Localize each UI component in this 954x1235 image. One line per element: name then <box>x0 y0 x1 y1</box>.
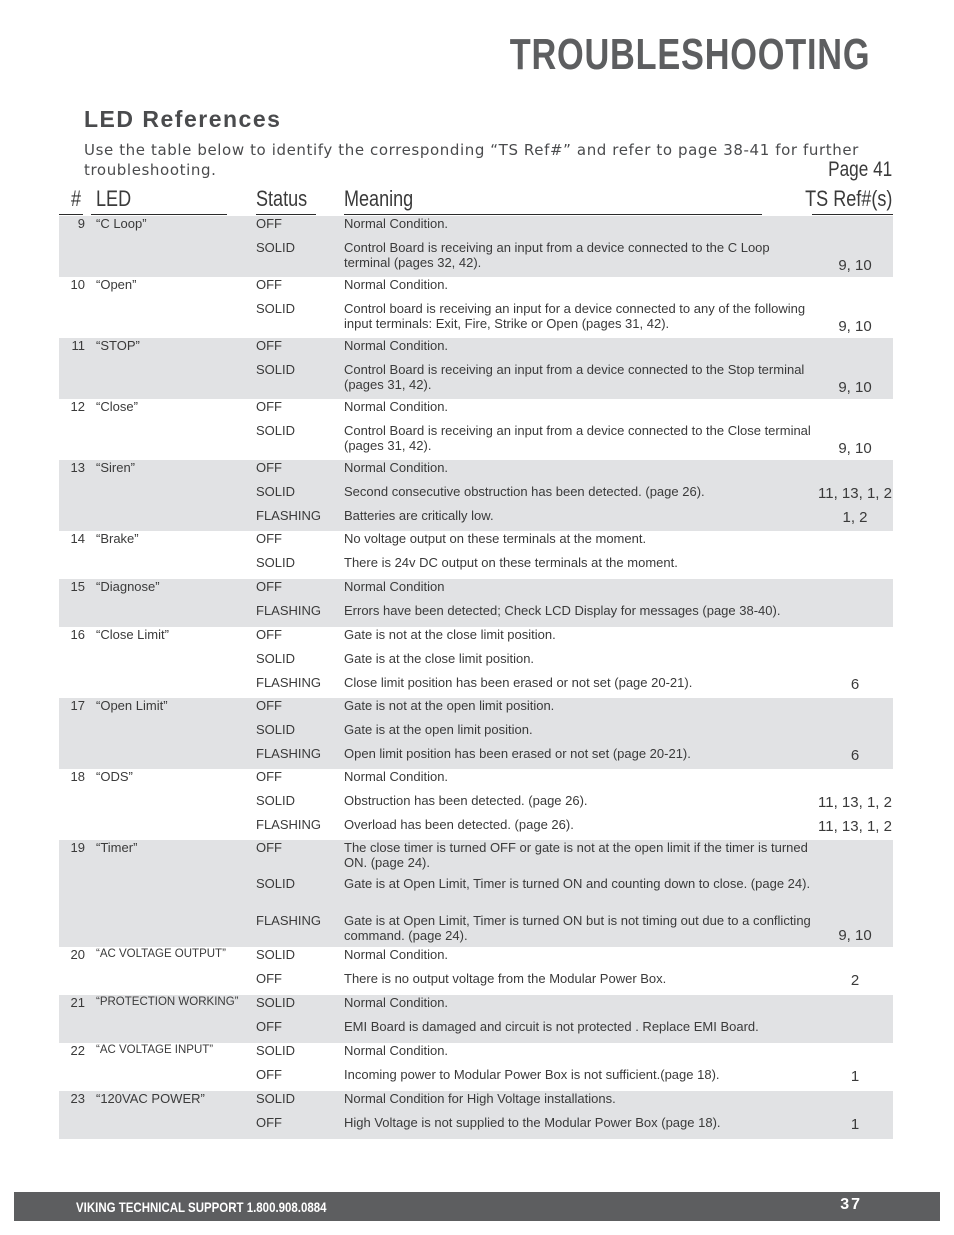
status-entry <box>59 651 893 675</box>
status-entry <box>59 840 893 876</box>
led-number: 20 <box>70 947 85 962</box>
status-entry <box>59 240 893 277</box>
status-entry <box>59 1091 893 1115</box>
status-entry <box>59 338 893 362</box>
status-cell: SOLID <box>256 301 296 316</box>
led-name: “Close” <box>96 399 138 414</box>
status-cell: OFF <box>256 399 282 414</box>
led-row <box>59 277 893 338</box>
status-cell: OFF <box>256 460 282 475</box>
status-cell: OFF <box>256 216 282 231</box>
meaning-cell: Gate is not at the open limit position. <box>344 698 555 713</box>
led-number: 17 <box>70 698 85 713</box>
page-title: TROUBLESHOOTING <box>509 30 870 79</box>
ts-ref-cell: 11, 13, 1, 2 <box>818 818 892 835</box>
meaning-cell: Normal Condition. <box>344 338 449 353</box>
status-entry <box>59 746 893 769</box>
meaning-cell: Close limit position has been erased or not set (page 20-21). <box>344 675 693 690</box>
led-number: 9 <box>77 216 85 231</box>
led-row <box>59 769 893 840</box>
status-entry <box>59 995 893 1019</box>
status-entry <box>59 1067 893 1091</box>
header-rule <box>59 214 83 215</box>
status-cell: SOLID <box>256 995 296 1010</box>
ts-ref-cell: 1 <box>850 1068 860 1085</box>
status-cell: FLASHING <box>256 508 322 523</box>
status-entry <box>59 423 893 460</box>
ts-ref-cell: 1, 2 <box>842 509 868 526</box>
meaning-cell: No voltage output on these terminals at the moment. <box>344 531 647 546</box>
led-name: “PROTECTION WORKING” <box>96 996 239 1008</box>
status-entry <box>59 1019 893 1043</box>
led-number: 19 <box>70 840 85 855</box>
status-entry <box>59 301 893 338</box>
status-cell: OFF <box>256 531 282 546</box>
section-title: LED References <box>84 106 282 132</box>
meaning-cell: High Voltage is not supplied to the Modular Power Box (page 18). <box>344 1115 721 1130</box>
page-number: 37 <box>840 1196 862 1213</box>
led-number: 13 <box>70 460 85 475</box>
meaning-cell: Gate is at the open limit position. <box>344 722 533 737</box>
meaning-cell: Gate is not at the close limit position. <box>344 627 556 642</box>
status-entry <box>59 399 893 423</box>
meaning-cell: Normal Condition. <box>344 277 449 292</box>
status-entry <box>59 793 893 817</box>
status-cell: FLASHING <box>256 675 322 690</box>
led-name: “Timer” <box>96 840 138 855</box>
led-row <box>59 698 893 769</box>
status-cell: FLASHING <box>256 746 322 761</box>
meaning-cell: Control Board is receiving an input from a device connected to the Stop terminal (pages 31, 42). <box>344 362 805 392</box>
status-cell: SOLID <box>256 793 296 808</box>
status-cell: SOLID <box>256 484 296 499</box>
meaning-cell: Second consecutive obstruction has been detected. (page 26). <box>344 484 705 499</box>
header-rule <box>812 214 893 215</box>
meaning-cell: Overload has been detected. (page 26). <box>344 817 574 832</box>
status-entry <box>59 555 893 579</box>
led-row <box>59 1043 893 1091</box>
header-ts-ref: TS Ref#(s) <box>804 186 892 211</box>
ts-ref-cell: 6 <box>850 747 860 764</box>
meaning-cell: EMI Board is damaged and circuit is not protected . Replace EMI Board. <box>344 1019 759 1034</box>
status-entry <box>59 817 893 840</box>
page-reference: Page 41 <box>827 158 892 181</box>
status-entry <box>59 1043 893 1067</box>
led-row <box>59 579 893 627</box>
status-cell: OFF <box>256 1019 282 1034</box>
status-entry <box>59 362 893 399</box>
meaning-cell: Normal Condition. <box>344 460 449 475</box>
meaning-cell: There is 24v DC output on these terminals at the moment. <box>344 555 678 570</box>
status-cell: SOLID <box>256 362 296 377</box>
led-name: “120VAC POWER” <box>96 1091 205 1106</box>
meaning-cell: Normal Condition <box>344 579 445 594</box>
led-number: 12 <box>70 399 85 414</box>
status-cell: SOLID <box>256 423 296 438</box>
status-entry <box>59 277 893 301</box>
meaning-cell: Incoming power to Modular Power Box is not sufficient.(page 18). <box>344 1067 720 1082</box>
status-entry <box>59 947 893 971</box>
status-cell: SOLID <box>256 651 296 666</box>
ts-ref-cell: 9, 10 <box>838 440 872 457</box>
ts-ref-cell: 9, 10 <box>838 318 872 335</box>
meaning-cell: Open limit position has been erased or not set (page 20-21). <box>344 746 691 761</box>
led-name: “Siren” <box>96 460 136 475</box>
status-cell: SOLID <box>256 240 296 255</box>
led-number: 15 <box>70 579 85 594</box>
status-entry <box>59 531 893 555</box>
meaning-cell: Obstruction has been detected. (page 26). <box>344 793 588 808</box>
status-entry <box>59 484 893 508</box>
status-entry <box>59 627 893 651</box>
status-cell: OFF <box>256 769 282 784</box>
footer-bar <box>14 1192 940 1221</box>
status-cell: FLASHING <box>256 913 322 928</box>
led-name: “ODS” <box>96 769 133 784</box>
meaning-cell: Gate is at the close limit position. <box>344 651 535 666</box>
led-reference-table <box>59 216 893 1139</box>
ts-ref-cell: 9, 10 <box>838 927 872 944</box>
header-rule <box>91 214 227 215</box>
status-cell: SOLID <box>256 1043 296 1058</box>
ts-ref-cell: 6 <box>850 676 860 693</box>
status-cell: SOLID <box>256 1091 296 1106</box>
led-number: 23 <box>70 1091 85 1106</box>
led-number: 22 <box>70 1043 85 1058</box>
ts-ref-cell: 11, 13, 1, 2 <box>818 794 892 811</box>
header-status: Status <box>256 186 308 211</box>
status-entry <box>59 675 893 698</box>
status-cell: SOLID <box>256 722 296 737</box>
led-number: 21 <box>70 995 85 1010</box>
status-cell: SOLID <box>256 555 296 570</box>
meaning-cell: Normal Condition. <box>344 216 449 231</box>
header-num: # <box>71 186 82 211</box>
status-entry <box>59 460 893 484</box>
led-name: “AC VOLTAGE OUTPUT” <box>96 948 226 960</box>
status-entry <box>59 722 893 746</box>
meaning-cell: Errors have been detected; Check LCD Display for messages (page 38-40). <box>344 603 781 618</box>
status-entry <box>59 508 893 531</box>
meaning-cell: The close timer is turned OFF or gate is not at the open limit if the timer is turned ON. (page 24). <box>344 840 808 870</box>
led-name: “Diagnose” <box>96 579 160 594</box>
status-cell: OFF <box>256 1067 282 1082</box>
status-entry <box>59 971 893 995</box>
status-entry <box>59 216 893 240</box>
led-name: “C Loop” <box>96 216 147 231</box>
header-rule <box>344 214 762 215</box>
meaning-cell: Control Board is receiving an input from a device connected to the C Loop terminal (pages 32, 42). <box>344 240 770 270</box>
meaning-cell: Normal Condition. <box>344 947 449 962</box>
meaning-cell: Control board is receiving an input for a device connected to any of the following input terminals: Exit, Fire, Strike or Open (pages 31, 42). <box>344 301 806 331</box>
header-meaning: Meaning <box>344 186 414 211</box>
status-entry <box>59 698 893 722</box>
status-cell: SOLID <box>256 947 296 962</box>
status-cell: OFF <box>256 627 282 642</box>
ts-ref-cell: 11, 13, 1, 2 <box>818 485 892 502</box>
led-number: 14 <box>70 531 85 546</box>
led-name: “AC VOLTAGE INPUT” <box>96 1044 214 1056</box>
led-row <box>59 460 893 531</box>
ts-ref-cell: 9, 10 <box>838 379 872 396</box>
status-cell: OFF <box>256 579 282 594</box>
led-number: 10 <box>70 277 85 292</box>
led-row <box>59 338 893 399</box>
led-row <box>59 995 893 1043</box>
led-name: “Close Limit” <box>96 627 169 642</box>
meaning-cell: Batteries are critically low. <box>344 508 494 523</box>
intro-text: Use the table below to identify the corresponding “TS Ref#” and refer to page 38-41 for further troubleshooting. <box>84 141 859 179</box>
status-entry <box>59 913 893 947</box>
meaning-cell: Gate is at Open Limit, Timer is turned ON and counting down to close. (page 24). <box>344 876 811 891</box>
meaning-cell: Normal Condition. <box>344 769 449 784</box>
status-entry <box>59 769 893 793</box>
status-cell: OFF <box>256 698 282 713</box>
status-entry <box>59 579 893 603</box>
led-row <box>59 840 893 947</box>
meaning-cell: Normal Condition for High Voltage installations. <box>344 1091 616 1106</box>
meaning-cell: Normal Condition. <box>344 995 449 1010</box>
meaning-cell: Normal Condition. <box>344 399 449 414</box>
status-entry <box>59 603 893 627</box>
led-name: “Open Limit” <box>96 698 168 713</box>
ts-ref-cell: 1 <box>850 1116 860 1133</box>
status-cell: OFF <box>256 338 282 353</box>
led-name: “Brake” <box>96 531 139 546</box>
status-cell: OFF <box>256 1115 282 1130</box>
status-entry <box>59 876 893 913</box>
footer-support-text: VIKING TECHNICAL SUPPORT 1.800.908.0884 <box>76 1199 327 1215</box>
meaning-cell: Control Board is receiving an input from a device connected to the Close terminal (pages 31, 42). <box>344 423 811 453</box>
led-row <box>59 531 893 579</box>
ts-ref-cell: 2 <box>850 972 860 989</box>
meaning-cell: Gate is at Open Limit, Timer is turned ON but is not timing out due to a conflicting command. (page 24). <box>344 913 811 943</box>
status-cell: OFF <box>256 971 282 986</box>
status-cell: OFF <box>256 277 282 292</box>
status-cell: OFF <box>256 840 282 855</box>
meaning-cell: There is no output voltage from the Modular Power Box. <box>344 971 667 986</box>
led-number: 18 <box>70 769 85 784</box>
led-number: 16 <box>70 627 85 642</box>
meaning-cell: Normal Condition. <box>344 1043 449 1058</box>
led-row <box>59 399 893 460</box>
status-cell: SOLID <box>256 876 296 891</box>
header-rule <box>256 214 316 215</box>
led-name: “STOP” <box>96 338 140 353</box>
led-name: “Open” <box>96 277 137 292</box>
led-row <box>59 627 893 698</box>
led-row <box>59 1091 893 1139</box>
led-number: 11 <box>71 338 85 353</box>
status-cell: FLASHING <box>256 603 322 618</box>
header-led: LED <box>96 186 132 211</box>
led-row <box>59 216 893 277</box>
status-cell: FLASHING <box>256 817 322 832</box>
ts-ref-cell: 9, 10 <box>838 257 872 274</box>
status-entry <box>59 1115 893 1139</box>
led-row <box>59 947 893 995</box>
